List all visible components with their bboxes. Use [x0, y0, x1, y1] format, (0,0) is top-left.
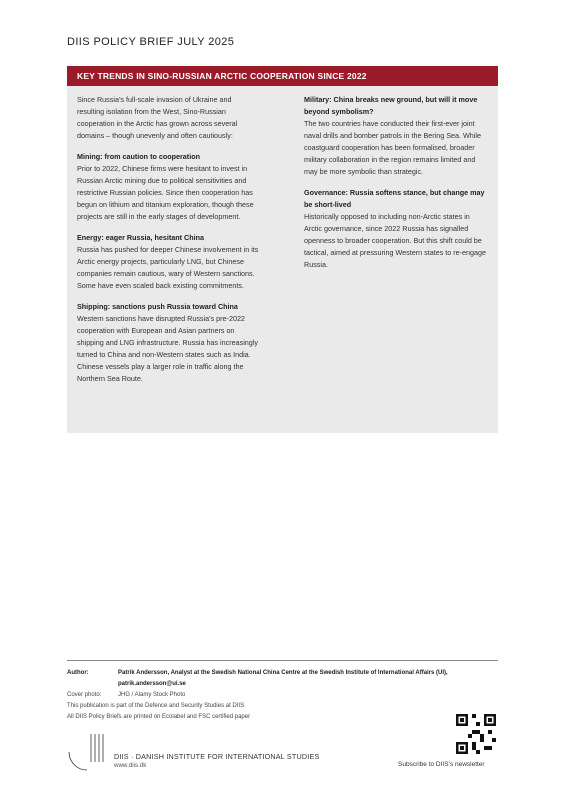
section-text-energy: Russia has pushed for deeper Chinese involvement in its Arctic energy projects, particularly LNG, but Chinese companies remain cautious, wary of Western sanctions. Some have even scaled back existing commitments.: [77, 245, 259, 290]
section-heading-shipping: Shipping: sanctions push Russia toward China: [77, 302, 238, 311]
section-text-mining: Prior to 2022, Chinese firms were hesitant to invest in Russian Arctic mining due to political sensitivities and restrictive Russian policies. Since then cooperation has begun on lithium and titanium exploration, though these projects are still in the early stages of development.: [77, 164, 254, 221]
section-text-shipping: Western sanctions have disrupted Russia’s pre-2022 cooperation with European and Asian partners on shipping and LNG infrastructure. Russia has increasingly turned to China and non-Western states such as India. Chinese vessels play a larger role in traffic along the Northern Sea Route.: [77, 314, 258, 383]
author-label: Author:: [67, 670, 89, 676]
newsletter-link[interactable]: Subscribe to DIIS’s newsletter: [398, 761, 485, 768]
diis-logo-icon: [67, 732, 107, 772]
publication-note: This publication is part of the Defence and Security Studies at DIIS: [67, 703, 245, 709]
org-url[interactable]: www.diis.dk: [114, 762, 147, 769]
cover-photo-label: Cover photo:: [67, 692, 102, 698]
cover-photo-credit: JHG / Alamy Stock Photo: [118, 692, 186, 698]
section-heading-governance: Governance: Russia softens stance, but change may be short-lived: [304, 188, 485, 209]
left-column: [77, 94, 260, 394]
box-title: KEY TRENDS IN SINO-RUSSIAN ARCTIC COOPERATION SINCE 2022: [67, 66, 498, 86]
author-text: Patrik Andersson, Analyst at the Swedish National China Centre at the Swedish Institute of International Affairs (UI), patrik.andersson@ui.se: [118, 670, 448, 687]
key-trends-box: [67, 66, 498, 433]
section-text-military: The two countries have conducted their first-ever joint naval drills and bomber patrols in the Bering Sea. While coastguard cooperation has been formalised, broader military collaboration in the region remains limited and may be more symbolic than strategic.: [304, 119, 481, 176]
section-heading-energy: Energy: eager Russia, hesitant China: [77, 233, 205, 242]
page-header: DIIS POLICY BRIEF JULY 2025: [67, 36, 235, 48]
footer-info: [67, 668, 498, 723]
cover-photo-row: [67, 690, 498, 701]
intro-text: Since Russia’s full-scale invasion of Ukraine and resulting isolation from the West, Sino-Russian cooperation in the Arctic has grown across several domains – though unevenly and often cautiously:: [77, 95, 238, 140]
right-column: [304, 94, 487, 280]
section-text-governance: Historically opposed to including non-Arctic states in Arctic governance, since 2022 Russia has signalled openness to broader cooperation. But this shift could be tactical, aimed at pressuring Western states to re-engage Russia.: [304, 212, 487, 269]
author-row: [67, 668, 498, 690]
org-name: DIIS · DANISH INSTITUTE FOR INTERNATIONAL STUDIES: [114, 752, 320, 761]
footer-divider: [67, 660, 498, 661]
paper-note: All DIIS Policy Briefs are printed on Ecolabel and FSC certified paper: [67, 714, 251, 720]
section-heading-mining: Mining: from caution to cooperation: [77, 152, 200, 161]
section-heading-military: Military: China breaks new ground, but will it move beyond symbolism?: [304, 95, 478, 116]
qr-code-icon[interactable]: [456, 714, 496, 754]
